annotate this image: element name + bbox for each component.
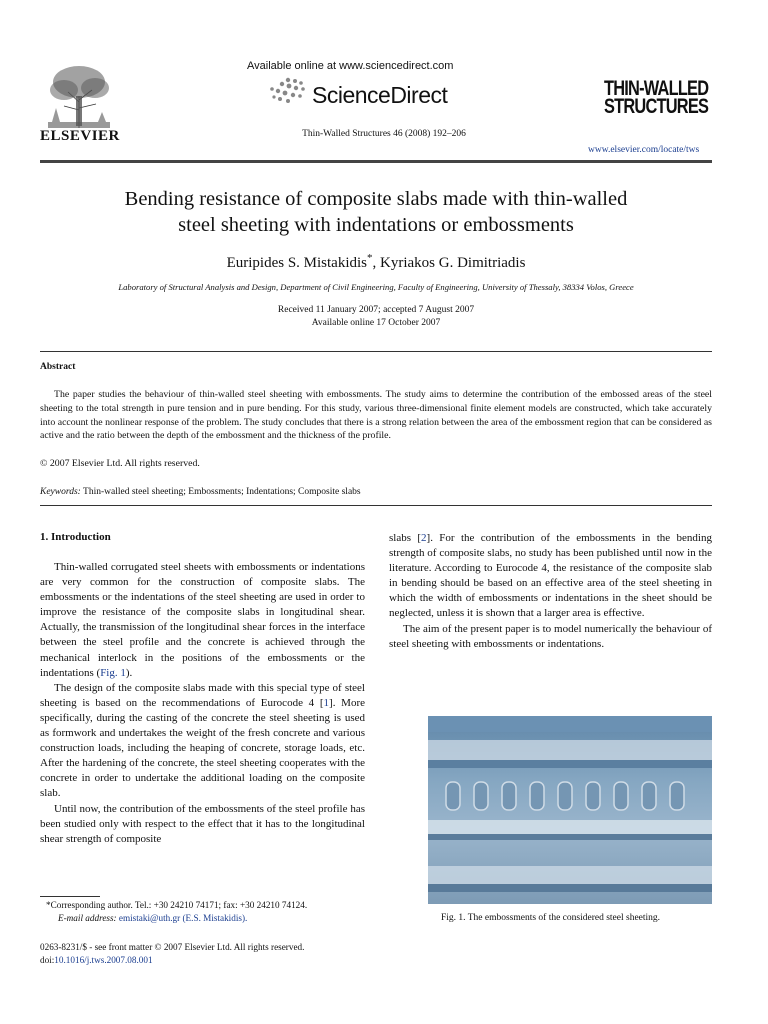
elsevier-tree-logo <box>40 62 118 130</box>
paragraph-text: Thin-walled corrugated steel sheets with embossments or indentations are very common for the construction of composite slabs. The embossments or the indentations of the steel sheeting are used in order to improve the resistance of the composite slabs in longitudinal shear. Actually, the transmission of the longitudinal shear forces in the interface between the steel profile and the concrete is achieved through the mechanical interlock in the positions of the embossments or the indentations ( <box>40 561 365 679</box>
author-2: Kyriakos G. Dimitriadis <box>380 255 526 271</box>
figure-1-caption: Fig. 1. The embossments of the considered steel sheeting. <box>440 913 661 923</box>
corresponding-mark[interactable]: * <box>367 252 373 264</box>
doi-link[interactable]: 10.1016/j.tws.2007.08.001 <box>54 954 153 965</box>
affiliation: Laboratory of Structural Analysis and Design, Department of Civil Engineering, Faculty of Engineering, University of Thessaly, 38334 Volos, Greece <box>118 282 634 292</box>
journal-url-link[interactable]: www.elsevier.com/locate/tws <box>588 145 700 155</box>
abstract-rule <box>40 351 712 352</box>
intro-paragraph-1 <box>40 560 365 681</box>
author-list <box>40 252 712 272</box>
email-note <box>40 912 370 925</box>
footnote-rule <box>40 896 100 897</box>
journal-citation: Thin-Walled Structures 46 (2008) 192–206 <box>302 129 466 139</box>
intro-paragraph-2 <box>40 681 365 802</box>
journal-logo <box>604 77 709 118</box>
intro-paragraph-3: Until now, the contribution of the embossments of the steel profile has been studied only with respect to the effect that it has to the longitudinal shear strength of composite <box>40 802 365 845</box>
fig-1-reference[interactable]: Fig. 1 <box>100 666 126 679</box>
keywords-rule <box>40 505 712 506</box>
sciencedirect-wordmark: ScienceDirect <box>312 82 448 108</box>
abstract-text <box>40 388 712 443</box>
available-online-text: Available online at www.sciencedirect.com <box>247 60 454 72</box>
keywords-list: Thin-walled steel sheeting; Embossments; Indentations; Composite slabs <box>83 487 361 497</box>
author-separator: , <box>372 255 380 271</box>
article-title <box>40 186 712 238</box>
section-heading: 1. Introduction <box>40 531 111 543</box>
doi-line <box>40 954 304 967</box>
email-label: E-mail address: <box>58 912 117 923</box>
right-paragraph-1 <box>389 531 712 622</box>
publisher-name: ELSEVIER <box>40 128 120 144</box>
citation-1-link[interactable]: 1 <box>323 696 330 709</box>
sciencedirect-dots-icon <box>268 77 308 105</box>
title-line-1: Bending resistance of composite slabs made with thin-walled <box>124 188 628 210</box>
received-date: Received 11 January 2007; accepted 7 August 2007 <box>277 305 475 315</box>
paragraph-text: ). <box>125 666 133 679</box>
journal-logo-line2: STRUCTURES <box>604 95 709 118</box>
email-link[interactable]: emistaki@uth.gr <box>118 912 181 923</box>
left-column <box>40 560 365 847</box>
keywords <box>40 487 361 497</box>
abstract-heading: Abstract <box>40 362 76 372</box>
journal-logo-line1: THIN-WALLED <box>604 77 709 100</box>
paragraph-text: ]. For the contribution of the embossments in the bending strength of composite slabs, no study has been published until now in the literature. According to Eurocode 4, the resistance of the composite slab in bending should be based on an effective area of the steel sheeting in which the width of embossments or indentations in the sheet should be neglected, unless it is shown that a larger area is effective. <box>389 532 712 620</box>
paragraph-text: slabs [ <box>389 532 422 544</box>
bottom-meta <box>40 941 304 967</box>
abstract-copyright: © 2007 Elsevier Ltd. All rights reserved. <box>40 458 200 469</box>
author-1: Euripides S. Mistakidis <box>226 255 367 271</box>
title-line-2: steel sheeting with indentations or embossments <box>178 214 574 236</box>
right-column <box>389 531 712 652</box>
online-date: Available online 17 October 2007 <box>311 317 441 328</box>
article-dates <box>40 304 712 329</box>
citation-2-link[interactable]: 2 <box>421 532 427 544</box>
header-rule <box>40 160 712 163</box>
keywords-label: Keywords: <box>40 487 81 497</box>
email-owner: (E.S. Mistakidis). <box>182 912 248 923</box>
figure-1-photo <box>428 716 712 904</box>
doi-label: doi: <box>40 954 55 965</box>
footnotes <box>40 899 370 925</box>
issn-line: 0263-8231/$ - see front matter © 2007 Elsevier Ltd. All rights reserved. <box>40 942 305 952</box>
abstract-paragraph: The paper studies the behaviour of thin-walled steel sheeting with embossments. The study aims to determine the contribution of the embossed areas of the steel sheeting to the total strength in pure tension and in pure bending. For this study, various three-dimensional finite element models are constructed, which take accurately into account the nonlinear response of the problem. The study concludes that there is a strong relation between the area of the embossment region that can be considered as active and the ratio between the depth of the embossment and the thickness of the profile. <box>40 389 712 442</box>
right-paragraph-2: The aim of the present paper is to model numerically the behaviour of steel sheeting with embossments or indentations. <box>389 622 712 650</box>
paragraph-text: ]. More specifically, during the casting of the concrete the steel sheeting is used as formwork and undertakes the weight of the fresh concrete and various construction loads, including the heaping of concrete, storage loads, etc. After the hardening of the concrete, the steel sheeting cooperates with the concrete in order to undertake the additional loading on the composite slab. <box>40 696 365 800</box>
corresponding-author-note: *Corresponding author. Tel.: +30 24210 74171; fax: +30 24210 74124. <box>46 900 308 910</box>
paragraph-text: The design of the composite slabs made with this special type of steel sheeting is based on the recommendations of Eurocode 4 [ <box>40 681 365 709</box>
